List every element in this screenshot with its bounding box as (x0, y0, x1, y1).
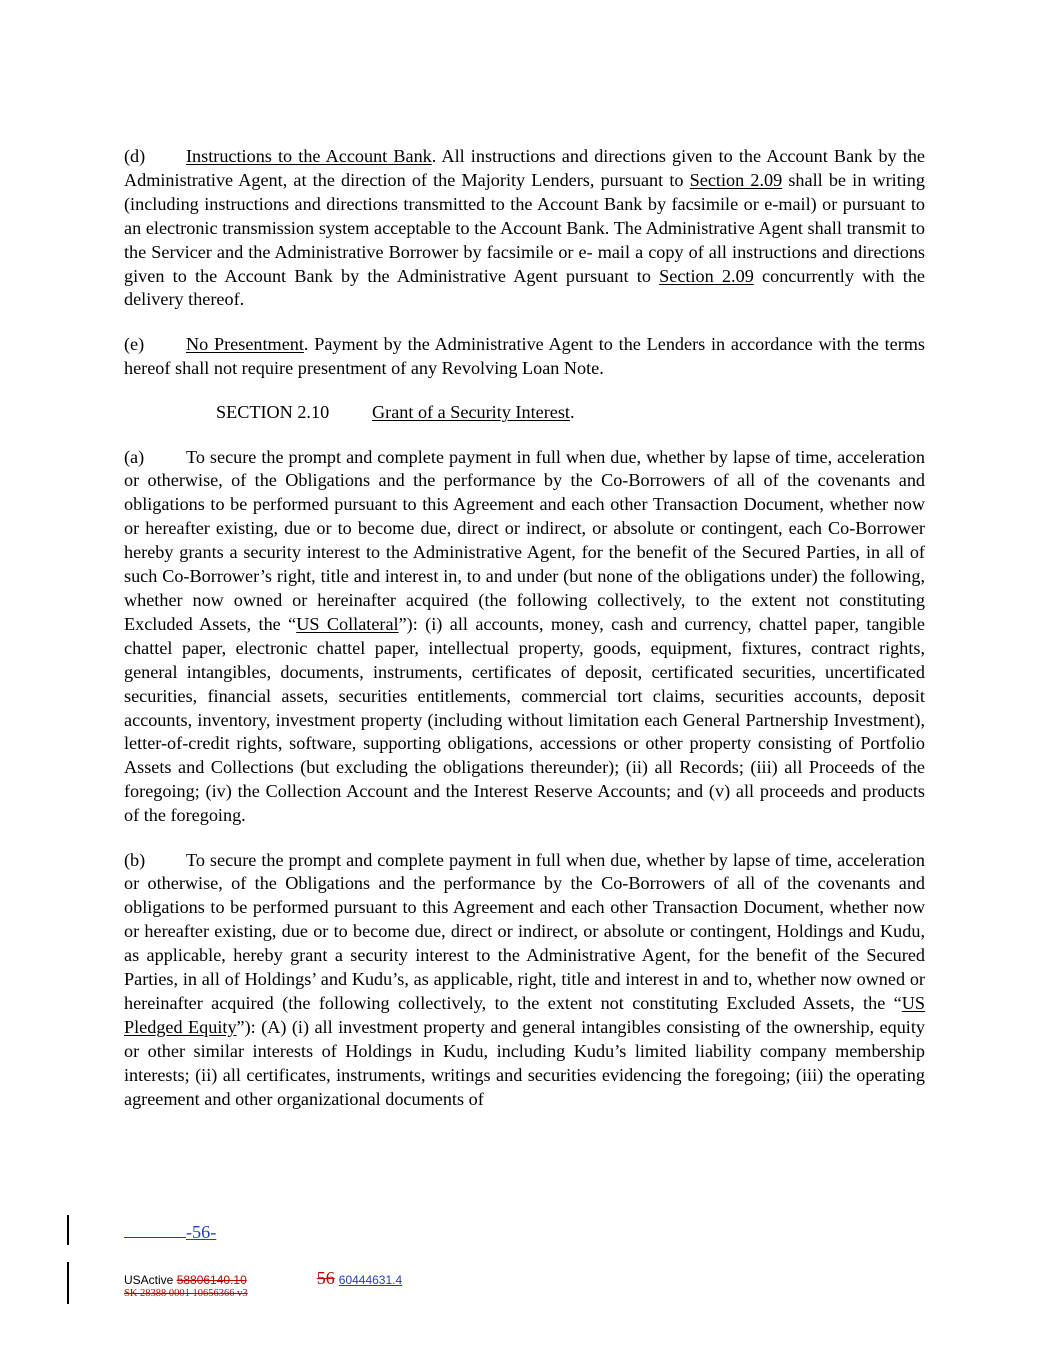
paragraph-label: (e) (124, 333, 145, 354)
paragraph-text: ”): (i) all accounts, money, cash and currency, chattel paper, tangible chattel paper, electronic chattel paper, intellectual property, goods, equipment, fixtures, contract rights, general intangibles, documents, instruments, certificates of deposit, certificated securities, uncertificated securities, financial assets, securities entitlements, commercial tort claims, securities accounts, deposit accounts, inventory, investment property (including without limitation each General Partnership Investment), letter-of-credit rights, software, supporting obligations, accessions or other property consisting of Portfolio Assets and Collections (but excluding the obligations thereunder); (ii) all Records; (iii) all Proceeds of the foregoing; (iv) the Collection Account and the Interest Reserve Accounts; and (v) all proceeds and products of the foregoing. (124, 613, 925, 826)
page-number (124, 1222, 224, 1243)
change-bar (67, 1215, 69, 1245)
paragraph-a (124, 446, 925, 829)
paragraph-label: (a) (124, 446, 145, 467)
change-bar (67, 1262, 69, 1304)
paragraph-text: To secure the prompt and complete payment in full when due, whether by lapse of time, acceleration or otherwise, of the Obligations and the performance by the Co-Borrowers of all of the covenants and obligations to be performed pursuant to this Agreement and each other Transaction Document, whether now or hereafter existing, due or to become due, direct or indirect, or absolute or contingent, Holdings and Kudu, as applicable, hereby grant a security interest to the Administrative Agent, for the benefit of the Secured Parties, in all of Holdings’ and Kudu’s, as applicable, right, title and interest in and to, whether now owned or hereinafter acquired (the following collectively, to the extent not constituting Excluded Assets, the “ (124, 849, 925, 1013)
paragraph-text: concurrently with the delivery thereof. (124, 265, 925, 310)
paragraph-label: (b) (124, 849, 146, 870)
defined-term: US Collateral (296, 613, 399, 634)
section-number: SECTION 2.10 (216, 402, 330, 423)
paragraph-text: To secure the prompt and complete payment in full when due, whether by lapse of time, acceleration or otherwise, of the Obligations and the performance by the Co-Borrowers of all of the covenants and obligations to be performed pursuant to this Agreement and each other Transaction Document, whether now or hereafter existing, due or to become due, direct or indirect, or absolute or contingent, each Co-Borrower hereby grants a security interest to the Administrative Agent, for the benefit of the Secured Parties, in all of such Co-Borrower’s right, title and interest in, to and under (but none of the obligations under) the following, whether now owned or hereinafter acquired (the following collectively, to the extent not constituting Excluded Assets, the “ (124, 446, 925, 634)
section-title-period: . (569, 402, 575, 423)
paragraph-heading: No Presentment (186, 333, 304, 354)
footer-deleted-ref: SK 28388 0001 10656366 v3 (124, 1288, 248, 1299)
footer-deleted-page-text: 56 (316, 1268, 335, 1288)
footer-deleted-id: 58806140.10 (176, 1273, 247, 1287)
defined-term: US Pledged Equity (124, 993, 925, 1037)
section-heading (124, 401, 925, 425)
paragraph-text: ”): (A) (i) all investment property and general intangibles consisting of the ownership, equity or other similar interests of Holdings in Kudu, including Kudu’s limited liability company membership interests; (ii) all certificates, instruments, writings and securities evidencing the foregoing; (iii) the operating agreement and other organizational documents of (124, 1016, 925, 1109)
paragraph-text: shall be in writing (including instructions and directions transmitted to the Account Bank by facsimile or e-mail) or pursuant to an electronic transmission system acceptable to the Account Bank. The Administrative Agent shall transmit to the Servicer and the Administrative Borrower by facsimile or e- mail a copy of all instructions and directions given to the Account Bank by the Administrative Agent pursuant to (124, 169, 925, 286)
paragraph-b (124, 849, 925, 1112)
paragraph-text: . Payment by the Administrative Agent to the Lenders in accordance with the terms hereof shall not require presentment of any Revolving Loan Note. (124, 333, 925, 378)
cross-reference: Section 2.09 (689, 169, 783, 190)
cross-reference: Section 2.09 (659, 265, 754, 286)
page-number-text: -56- (186, 1222, 217, 1242)
footer-doc-id (124, 1268, 402, 1289)
section-title: Grant of a Security Interest (372, 402, 570, 423)
footer-prefix: USActive (124, 1273, 177, 1287)
footer-inserted-id: 60444631.4 (338, 1273, 403, 1287)
paragraph-text: . All instructions and directions given to the Account Bank by the Administrative Agent, at the direction of the Majority Lenders, pursuant to (124, 146, 925, 190)
paragraph-label: (d) (124, 146, 146, 166)
page-number-leader (124, 1223, 186, 1238)
document-body (124, 145, 925, 1132)
paragraph-d (124, 145, 925, 312)
paragraph-heading: Instructions to the Account Bank (186, 146, 432, 166)
paragraph-e (124, 333, 925, 381)
footer-deleted-page (247, 1268, 335, 1288)
